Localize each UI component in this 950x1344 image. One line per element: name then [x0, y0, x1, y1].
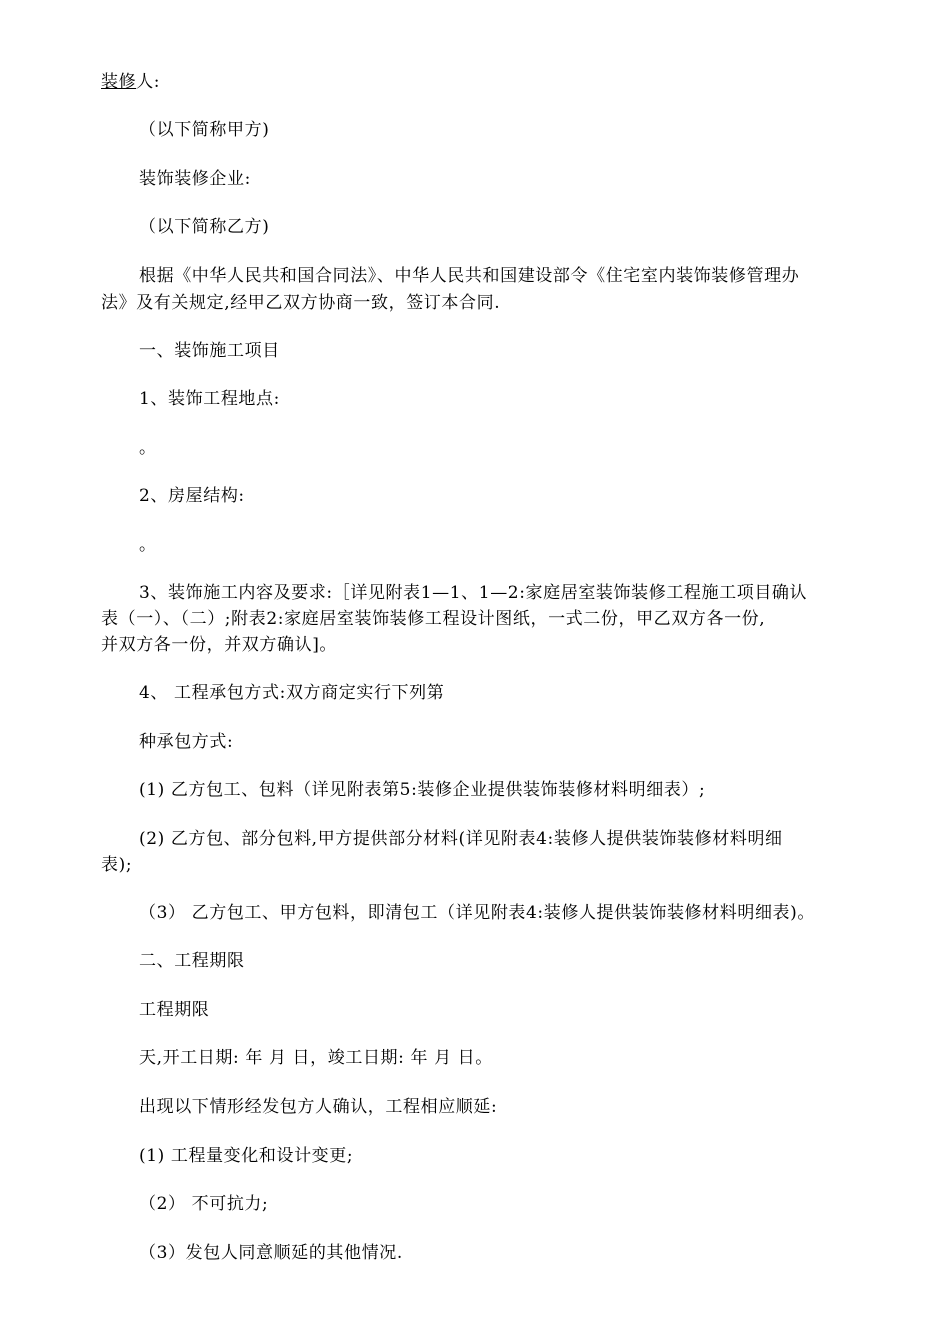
delay-item-3: （3）发包人同意顺延的其他情况.: [139, 1243, 403, 1263]
section-1-title: 一、装饰施工项目: [139, 341, 280, 361]
party-a-label: [101, 70, 881, 94]
item-1-value: 。: [139, 438, 157, 458]
delay-intro: 出现以下情形经发包方人确认，工程相应顺延:: [139, 1097, 498, 1117]
item-1-label: 1、装饰工程地点:: [139, 389, 280, 409]
item-2-value: 。: [139, 535, 157, 555]
party-a-label-rest: 人:: [136, 72, 161, 92]
option-2-line-1: (2) 乙方包、部分包料,甲方提供部分材料(详见附表4:装修人提供装饰装修材料明细: [139, 829, 783, 849]
option-1: (1) 乙方包工、包料（详见附表第5:装修企业提供装饰装修材料明细表）;: [139, 780, 706, 800]
item-3-line-2: 表（一）、（二）;附表2:家庭居室装饰装修工程设计图纸，一式二份，甲乙双方各一份,: [101, 609, 766, 629]
item-4-continuation: 种承包方式:: [139, 732, 234, 752]
item-3-line-1: 3、装饰施工内容及要求:［详见附表1—1、1—2:家庭居室装饰装修工程施工项目确认: [139, 583, 808, 603]
party-a-note: （以下简称甲方): [139, 120, 270, 140]
item-2-label: 2、房屋结构:: [139, 486, 245, 506]
item-3-line-3: 并双方各一份，并双方确认]。: [101, 635, 338, 655]
option-2-line-2: 表);: [101, 855, 133, 875]
item-4-label: 4、 工程承包方式:双方商定实行下列第: [139, 683, 445, 703]
delay-item-2: （2） 不可抗力;: [139, 1194, 269, 1214]
period-label: 工程期限: [139, 1000, 210, 1020]
option-3: （3） 乙方包工、甲方包料，即清包工（详见附表4:装修人提供装饰装修材料明细表)。: [139, 903, 815, 923]
preamble-line-2: 法》及有关规定,经甲乙双方协商一致，签订本合同.: [101, 293, 501, 313]
preamble-line-1: 根据《中华人民共和国合同法》、中华人民共和国建设部令《住宅室内装饰装修管理办: [139, 266, 800, 286]
period-dates: 天,开工日期: 年 月 日，竣工日期: 年 月 日。: [139, 1048, 493, 1068]
section-2-title: 二、工程期限: [139, 951, 245, 971]
party-a-label-underlined: 装修: [101, 72, 137, 92]
party-b-label: 装饰装修企业:: [139, 169, 251, 189]
party-b-note: （以下简称乙方): [139, 217, 270, 237]
delay-item-1: (1) 工程量变化和设计变更;: [139, 1146, 354, 1166]
